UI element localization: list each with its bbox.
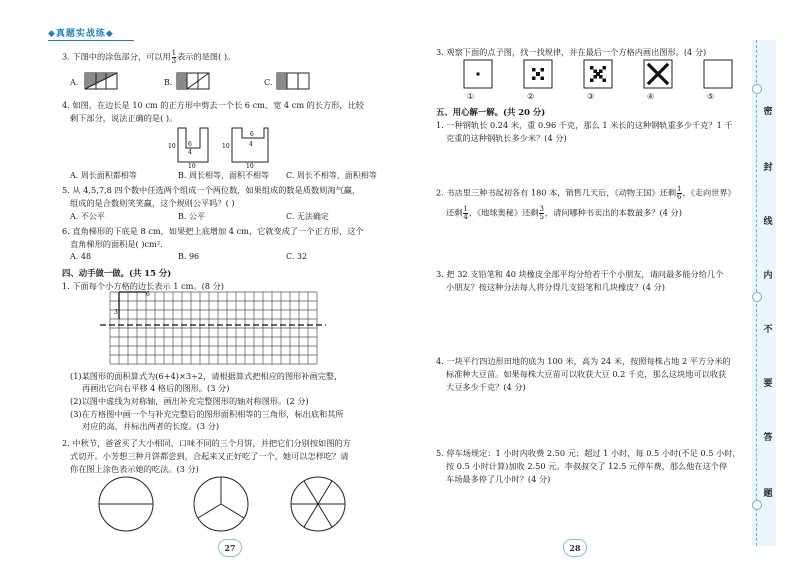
q6-option-c: C. 32 <box>286 252 308 261</box>
question-5-line1: 5. 从 4,5,7,8 四个数中任选两个组成一个两位数，如果组成的数是质数则淘气赢， <box>62 185 361 195</box>
s4q1-sub3-line1: (3)在方格图中画一个与补充完整后的图形面积相等的三角形，标出底和其所 <box>70 409 344 419</box>
s4q1-sub2: (2)以图中虚线为对称轴，画出补充完整图形的轴对称图形。(2 分) <box>70 396 309 406</box>
binding-char-4: 内 <box>763 271 773 281</box>
s4q1-sub1-line2: 再画出它向右平移 4 格后的图形。(3 分) <box>82 383 230 393</box>
question-6-line2: 直角梯形的面积是( )cm². <box>70 239 163 249</box>
q3-option-a-label: A. <box>70 78 79 87</box>
problem-4-line2: 标准种大豆苗。如果每株大豆苗可以收获大豆 0.2 千克，那么这块地可以收获 <box>446 369 727 379</box>
q4-option-b: B. 周长相等，面积不相等 <box>178 171 269 180</box>
problem-5-line2: 按 0.5 小时计算)加收 2.50 元。李叔叔交了 12.5 元停车费，那么他在这个停 <box>446 461 728 471</box>
q3-option-b-label: B. <box>164 78 173 87</box>
section-tag: ◆真题实战练◆ <box>48 29 114 39</box>
binding-char-1: 密 <box>763 107 773 117</box>
problem-2-line2: 还剩 $\frac{1}{4}$ ，《地球奥秘》还剩 $\frac{3}{5}$ ，请问哪种书卖出的本数最多？(4 分) <box>446 205 682 221</box>
section-4-q1: 1. 下面每个小方格的边长表示 1 cm。(8 分) <box>62 281 225 291</box>
header-underline <box>48 40 134 41</box>
svg-text:10: 10 <box>168 143 176 150</box>
q4-option-c: C. 周长不相等，面积相等 <box>286 171 377 180</box>
q5-option-c: C. 无法确定 <box>286 212 329 221</box>
binding-char-2: 封 <box>763 163 773 173</box>
svg-text:10: 10 <box>188 163 196 168</box>
section-4-title: 四、动手做一做。(共 15 分) <box>62 268 172 278</box>
s4q1-sub1-line1: (1)某图形的面积算式为(6+4)×3÷2，请根据算式把相应的图形补画完整， <box>70 371 343 381</box>
question-5-line2: 组成的是合数则笑笑赢，这个规则公平吗？( ) <box>70 198 235 208</box>
problem-2-line1: 2. 书店里三种书起初各有 180 本，销售几天后，《动物王国》还剩 $\frac{1}{6}$ ，《走向世界》 <box>436 185 736 201</box>
page-number-right: 28 <box>563 539 587 557</box>
q3-option-a-figure <box>84 72 118 90</box>
section-4-q2-line3: 你在图上涂色表示她的吃法。(3 分) <box>70 464 199 474</box>
right-question-3: 3. 观察下面的点子图，找一找规律，并在最后一个方格内画出图形。(4 分) <box>436 47 707 57</box>
problem-4-line3: 大豆多少千克？(4 分) <box>446 382 526 392</box>
page-number-left: 27 <box>218 539 242 557</box>
binding-hole-2 <box>752 292 762 302</box>
pattern-label-5: ⑤ <box>707 92 715 101</box>
problem-1-line2: 克重的这种钢轨长多少米？(4 分) <box>446 133 567 143</box>
svg-text:6: 6 <box>250 131 254 138</box>
grid-label-side: 3 <box>114 309 118 316</box>
question-4-line1: 4. 如图，在边长是 10 cm 的正方形中剪去一个长 6 cm、宽 4 cm 的长方形，比较 <box>62 100 364 110</box>
question-6-line1: 6. 直角梯形的下底是 8 cm，如果把上底增加 4 cm，它就变成了一个正方形，这个 <box>62 226 364 236</box>
s4q1-sub3-line2: 对应的高，并标出两者的长度。(3 分) <box>82 421 220 431</box>
section-4-q2-line1: 2. 中秋节，爸爸买了大小相同、口味不同的三个月饼，并把它们分别按如图的方 <box>62 438 351 448</box>
question-3: 3. 下图中的涂色部分，可以用 $\frac{1}{3}$ 表示的是图( )。 <box>62 49 236 65</box>
binding-char-5: 不 <box>763 325 773 335</box>
q3-option-b-figure <box>176 72 210 90</box>
q6-option-b: B. 96 <box>178 252 200 261</box>
problem-1-line1: 1. 一种钢轨长 0.24 米，重 0.96 千克，那么 1 米长的这种钢轨重多少千克？1 千 <box>436 120 733 130</box>
grid-label-top: 6 <box>146 291 150 298</box>
binding-char-3: 线 <box>763 217 773 227</box>
question-4-line2: 剩下部分，说法正确的是( )。 <box>70 113 178 123</box>
problem-5-line1: 5. 停车场规定：1 小时内收费 2.50 元；超过 1 小时，每 0.5 小时(不足 0.5 小时， <box>436 448 741 458</box>
binding-hole-1 <box>752 84 762 94</box>
binding-char-7: 答 <box>763 433 773 443</box>
problem-5-line3: 车场最多停了几小时？(4 分) <box>446 474 551 484</box>
svg-text:4: 4 <box>249 141 253 148</box>
section-4-q2-line2: 式切开。小芳想三种月饼都尝到，合起来又正好吃了一个，她可以怎样吃？请 <box>70 451 349 461</box>
svg-text:10: 10 <box>246 163 254 168</box>
q5-option-a: A. 不公平 <box>70 212 105 221</box>
problem-3-line2: 小朋友？按这种分法每人将分得几支铅笔和几块橡皮？(4 分) <box>446 282 665 292</box>
square-grid <box>100 290 330 366</box>
q6-option-a: A. 48 <box>70 252 92 261</box>
svg-text:6: 6 <box>188 141 192 148</box>
binding-char-8: 题 <box>763 489 773 499</box>
svg-text:10: 10 <box>222 143 230 150</box>
section-5-title: 五、用心解一解。(共 20 分) <box>436 107 546 117</box>
problem-3-line1: 3. 把 32 支铅笔和 40 块橡皮全部平均分给若干个小朋友，请问最多能分给几个 <box>436 269 724 279</box>
binding-char-6: 要 <box>763 379 773 389</box>
pattern-label-3: ③ <box>587 92 595 101</box>
q3-option-c-label: C. <box>264 78 273 87</box>
q5-option-b: B. 公平 <box>178 212 205 221</box>
pattern-label-2: ② <box>527 92 535 101</box>
pattern-label-1: ① <box>467 92 475 101</box>
svg-text:4: 4 <box>188 149 192 156</box>
q4-cut-square-figures <box>160 122 280 168</box>
q3-option-c-figure <box>276 72 310 90</box>
problem-4-line1: 4. 一块平行四边形田地的底为 100 米，高为 24 米，按照每株占地 2 平方分米的 <box>436 356 731 366</box>
pattern-label-4: ④ <box>647 92 655 101</box>
mooncake-circles <box>96 474 356 536</box>
binding-hole-3 <box>752 500 762 510</box>
dot-pattern-figures <box>452 58 742 100</box>
q4-option-a: A. 周长面积都相等 <box>70 171 137 180</box>
